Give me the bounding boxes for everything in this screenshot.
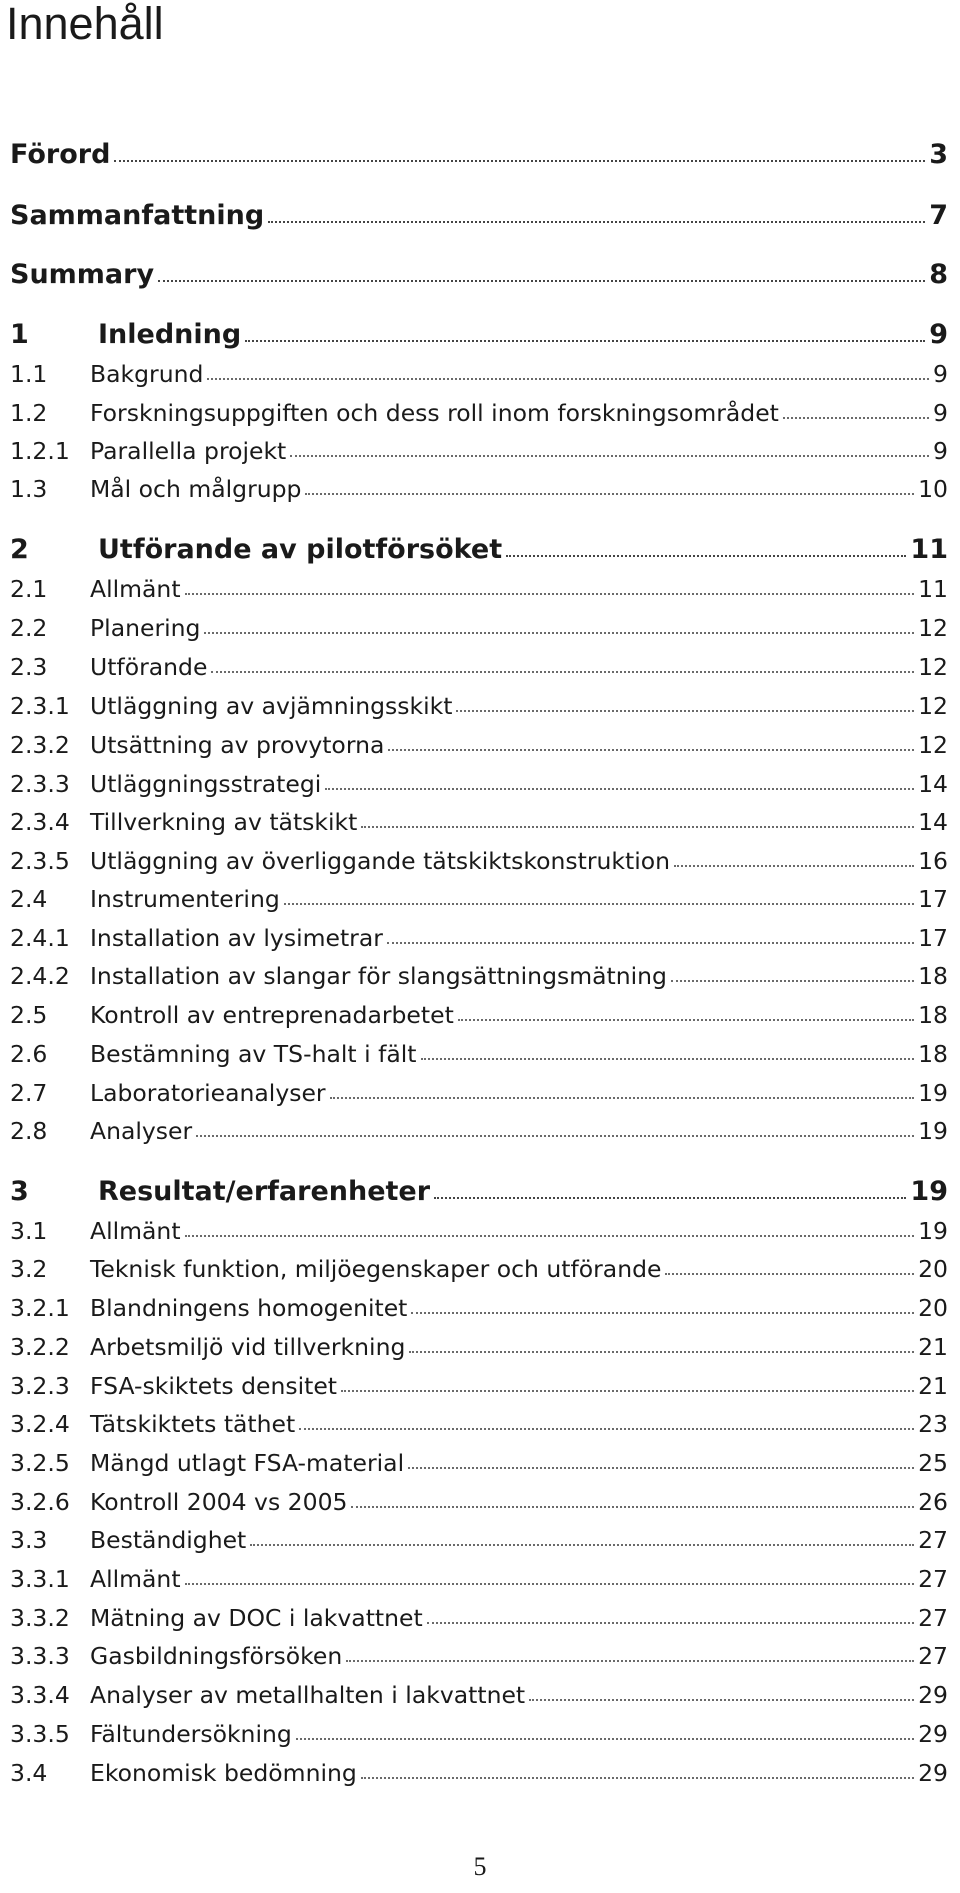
dot-leader bbox=[388, 749, 914, 751]
toc-entry-page: 12 bbox=[918, 653, 948, 681]
toc-entry-title: Planering bbox=[90, 614, 201, 642]
toc-entry[interactable] bbox=[10, 1364, 948, 1400]
toc-entry[interactable] bbox=[10, 1032, 948, 1068]
dot-leader bbox=[325, 788, 914, 790]
toc-entry-page: 18 bbox=[918, 1001, 948, 1029]
toc-entry-page: 9 bbox=[929, 319, 948, 350]
dot-leader bbox=[211, 671, 914, 673]
toc-entry-page: 9 bbox=[933, 360, 948, 388]
toc-entry-title: Resultat/erfarenheter bbox=[98, 1176, 431, 1207]
toc-entry-number: 3.2.2 bbox=[10, 1333, 70, 1361]
toc-entry-title: FSA-skiktets densitet bbox=[90, 1372, 338, 1400]
toc-entry-page: 10 bbox=[918, 475, 948, 503]
toc-entry[interactable] bbox=[10, 1518, 948, 1554]
toc-entry-title: Utläggning av överliggande tätskiktskonstruktion bbox=[90, 847, 671, 875]
toc-entry-number: 1.3 bbox=[10, 475, 48, 503]
toc-entry[interactable] bbox=[10, 1071, 948, 1107]
toc-entry-title: Utförande bbox=[90, 653, 208, 681]
toc-entry[interactable] bbox=[10, 723, 948, 759]
dot-leader bbox=[114, 160, 925, 162]
toc-entry-number: 3.2.3 bbox=[10, 1372, 70, 1400]
toc-entry-page: 17 bbox=[918, 885, 948, 913]
toc-entry-title: Tillverkning av tätskikt bbox=[90, 808, 358, 836]
toc-entry-title: Instrumentering bbox=[90, 885, 280, 913]
dot-leader bbox=[783, 417, 929, 419]
toc-entry-page: 19 bbox=[910, 1176, 948, 1207]
toc-entry-title: Kontroll av entreprenadarbetet bbox=[90, 1001, 454, 1029]
dot-leader bbox=[204, 632, 914, 634]
toc-entry-number: 3.2.5 bbox=[10, 1449, 70, 1477]
toc-entry-number: 2.3.1 bbox=[10, 692, 70, 720]
dot-leader bbox=[185, 1583, 915, 1585]
toc-entry[interactable] bbox=[10, 800, 948, 836]
dot-leader bbox=[341, 1390, 914, 1392]
toc-entry[interactable] bbox=[10, 839, 948, 875]
toc-entry-title: Bestämning av TS-halt i fält bbox=[90, 1040, 417, 1068]
dot-leader bbox=[330, 1097, 915, 1099]
dot-leader bbox=[196, 1135, 914, 1137]
dot-leader bbox=[411, 1312, 914, 1314]
toc-entry[interactable] bbox=[10, 1557, 948, 1593]
toc-entry-title: Kontroll 2004 vs 2005 bbox=[90, 1488, 348, 1516]
toc-entry-title: Sammanfattning bbox=[10, 200, 265, 231]
toc-entry-number: 2.4.1 bbox=[10, 924, 70, 952]
toc-entry-number: 1.1 bbox=[10, 360, 48, 388]
toc-entry-number: 2.3.4 bbox=[10, 808, 70, 836]
toc-entry-page: 11 bbox=[910, 534, 948, 565]
toc-entry[interactable] bbox=[10, 1751, 948, 1787]
dot-leader bbox=[409, 1351, 914, 1353]
toc-entry[interactable] bbox=[10, 606, 948, 642]
toc-entry-title: Installation av slangar för slangsättningsmätning bbox=[90, 962, 667, 990]
toc-entry-title: Tätskiktets täthet bbox=[90, 1410, 296, 1438]
toc-entry[interactable] bbox=[10, 1247, 948, 1283]
toc-entry-title: Ekonomisk bedömning bbox=[90, 1759, 357, 1787]
toc-entry-title: Analyser bbox=[90, 1117, 193, 1145]
toc-entry-page: 27 bbox=[918, 1642, 948, 1670]
toc-entry-page: 16 bbox=[918, 847, 948, 875]
toc-entry-page: 11 bbox=[918, 575, 948, 603]
toc-entry-number: 3.2.1 bbox=[10, 1294, 70, 1322]
toc-entry-page: 18 bbox=[918, 1040, 948, 1068]
page-title: Innehåll bbox=[6, 0, 164, 49]
dot-leader bbox=[361, 1777, 914, 1779]
toc-entry-number: 2.7 bbox=[10, 1079, 48, 1107]
dot-leader bbox=[158, 280, 925, 282]
dot-leader bbox=[361, 826, 914, 828]
toc-entry-title: Utläggning av avjämningsskikt bbox=[90, 692, 453, 720]
toc-entry-number: 2.3 bbox=[10, 653, 48, 681]
toc-entry-title: Blandningens homogenitet bbox=[90, 1294, 408, 1322]
toc-entry-page: 29 bbox=[918, 1681, 948, 1709]
dot-leader bbox=[296, 1738, 914, 1740]
toc-entry[interactable] bbox=[10, 1441, 948, 1477]
toc-entry-page: 3 bbox=[929, 139, 948, 170]
toc-entry-page: 20 bbox=[918, 1255, 948, 1283]
toc-entry-title: Installation av lysimetrar bbox=[90, 924, 383, 952]
toc-entry-page: 21 bbox=[918, 1333, 948, 1361]
dot-leader bbox=[529, 1699, 914, 1701]
dot-leader bbox=[207, 378, 929, 380]
toc-entry-title: Inledning bbox=[98, 319, 242, 350]
dot-leader bbox=[185, 1235, 915, 1237]
toc-entry-page: 29 bbox=[918, 1759, 948, 1787]
toc-entry[interactable] bbox=[10, 993, 948, 1029]
toc-entry-page: 19 bbox=[918, 1117, 948, 1145]
toc-entry[interactable] bbox=[10, 134, 948, 170]
dot-leader bbox=[674, 865, 914, 867]
toc-entry-number: 3.1 bbox=[10, 1217, 48, 1245]
toc-entry-title: Mätning av DOC i lakvattnet bbox=[90, 1604, 423, 1632]
toc-entry[interactable] bbox=[10, 1712, 948, 1748]
dot-leader bbox=[458, 1019, 914, 1021]
toc-entry-title: Mängd utlagt FSA-material bbox=[90, 1449, 405, 1477]
toc-entry[interactable] bbox=[10, 254, 948, 290]
toc-entry[interactable] bbox=[10, 391, 948, 427]
toc-entry[interactable] bbox=[10, 1673, 948, 1709]
toc-entry-page: 26 bbox=[918, 1488, 948, 1516]
toc-entry[interactable] bbox=[10, 1109, 948, 1145]
toc-entry-title: Bakgrund bbox=[90, 360, 204, 388]
toc-entry-number: 3.3.2 bbox=[10, 1604, 70, 1632]
dot-leader bbox=[185, 593, 915, 595]
toc-entry[interactable] bbox=[10, 314, 948, 350]
toc-entry[interactable] bbox=[10, 195, 948, 231]
dot-leader bbox=[351, 1506, 914, 1508]
dot-leader bbox=[299, 1428, 914, 1430]
dot-leader bbox=[434, 1197, 906, 1199]
toc-entry-title: Gasbildningsförsöken bbox=[90, 1642, 343, 1670]
dot-leader bbox=[290, 455, 929, 457]
toc-entry-title: Fältundersökning bbox=[90, 1720, 292, 1748]
toc-entry-number: 2.3.3 bbox=[10, 770, 70, 798]
dot-leader bbox=[421, 1058, 915, 1060]
toc-entry[interactable] bbox=[10, 1634, 948, 1670]
toc-entry[interactable] bbox=[10, 877, 948, 913]
toc-entry-page: 14 bbox=[918, 770, 948, 798]
toc-entry-page: 9 bbox=[933, 437, 948, 465]
toc-entry-title: Beständighet bbox=[90, 1526, 247, 1554]
dot-leader bbox=[250, 1544, 914, 1546]
toc-entry-page: 20 bbox=[918, 1294, 948, 1322]
toc-entry-page: 17 bbox=[918, 924, 948, 952]
dot-leader bbox=[284, 903, 914, 905]
toc-entry-title: Laboratorieanalyser bbox=[90, 1079, 326, 1107]
toc-entry-page: 27 bbox=[918, 1565, 948, 1593]
toc-entry[interactable] bbox=[10, 567, 948, 603]
toc-entry-page: 25 bbox=[918, 1449, 948, 1477]
dot-leader bbox=[506, 555, 906, 557]
toc-entry[interactable] bbox=[10, 1286, 948, 1322]
toc-entry-number: 2.1 bbox=[10, 575, 48, 603]
dot-leader bbox=[427, 1622, 914, 1624]
toc-entry-number: 2.2 bbox=[10, 614, 48, 642]
toc-entry[interactable] bbox=[10, 916, 948, 952]
toc-entry-page: 12 bbox=[918, 731, 948, 759]
page-number: 5 bbox=[473, 1852, 487, 1881]
toc-entry-number: 3.3.4 bbox=[10, 1681, 70, 1709]
toc-entry[interactable] bbox=[10, 954, 948, 990]
toc-entry-page: 23 bbox=[918, 1410, 948, 1438]
toc-entry-number: 3.2.4 bbox=[10, 1410, 70, 1438]
dot-leader bbox=[408, 1467, 914, 1469]
toc-entry-page: 9 bbox=[933, 399, 948, 427]
toc-entry-page: 14 bbox=[918, 808, 948, 836]
toc-entry-number: 1.2 bbox=[10, 399, 48, 427]
toc-entry[interactable] bbox=[10, 1325, 948, 1361]
toc-entry-number: 1.2.1 bbox=[10, 437, 70, 465]
dot-leader bbox=[245, 340, 925, 342]
toc-entry[interactable] bbox=[10, 645, 948, 681]
toc-entry-number: 3.3.1 bbox=[10, 1565, 70, 1593]
toc-entry-title: Arbetsmiljö vid tillverkning bbox=[90, 1333, 406, 1361]
toc-entry-page: 19 bbox=[918, 1079, 948, 1107]
toc-entry-page: 27 bbox=[918, 1604, 948, 1632]
dot-leader bbox=[387, 942, 914, 944]
toc-entry-title: Teknisk funktion, miljöegenskaper och utförande bbox=[90, 1255, 662, 1283]
toc-entry-page: 19 bbox=[918, 1217, 948, 1245]
toc-entry[interactable] bbox=[10, 1596, 948, 1632]
toc-entry-title: Mål och målgrupp bbox=[90, 475, 302, 503]
toc-entry[interactable] bbox=[10, 429, 948, 465]
toc-entry-title: Parallella projekt bbox=[90, 437, 287, 465]
toc-entry-number: 2.6 bbox=[10, 1040, 48, 1068]
dot-leader bbox=[671, 980, 914, 982]
toc-entry-number: 3.2 bbox=[10, 1255, 48, 1283]
toc-entry-number: 2 bbox=[10, 534, 29, 565]
toc-entry[interactable] bbox=[10, 529, 948, 565]
toc-entry-number: 3.3 bbox=[10, 1526, 48, 1554]
toc-entry-number: 3.3.3 bbox=[10, 1642, 70, 1670]
toc-entry-page: 12 bbox=[918, 692, 948, 720]
dot-leader bbox=[268, 221, 925, 223]
toc-entry-title: Allmänt bbox=[90, 575, 181, 603]
toc-entry-title: Utläggningsstrategi bbox=[90, 770, 322, 798]
toc-entry[interactable] bbox=[10, 1480, 948, 1516]
toc-entry-page: 12 bbox=[918, 614, 948, 642]
dot-leader bbox=[305, 493, 914, 495]
toc-entry[interactable] bbox=[10, 467, 948, 503]
toc-entry-title: Forskningsuppgiften och dess roll inom forskningsområdet bbox=[90, 399, 779, 427]
toc-entry-page: 27 bbox=[918, 1526, 948, 1554]
toc-entry-title: Summary bbox=[10, 259, 155, 290]
toc-entry[interactable] bbox=[10, 1402, 948, 1438]
toc-entry-number: 2.8 bbox=[10, 1117, 48, 1145]
toc-entry[interactable] bbox=[10, 1209, 948, 1245]
toc-entry-title: Förord bbox=[10, 139, 111, 170]
toc-entry-number: 1 bbox=[10, 319, 29, 350]
toc-entry-page: 7 bbox=[929, 200, 948, 231]
toc-entry-number: 3.2.6 bbox=[10, 1488, 70, 1516]
toc-entry[interactable] bbox=[10, 684, 948, 720]
toc-entry[interactable] bbox=[10, 762, 948, 798]
toc-entry-number: 2.4 bbox=[10, 885, 48, 913]
toc-entry-page: 8 bbox=[929, 259, 948, 290]
toc-entry-number: 3.4 bbox=[10, 1759, 48, 1787]
toc-entry-number: 2.4.2 bbox=[10, 962, 70, 990]
dot-leader bbox=[456, 710, 914, 712]
toc-entry-number: 3.3.5 bbox=[10, 1720, 70, 1748]
dot-leader bbox=[665, 1273, 914, 1275]
toc-entry-title: Utförande av pilotförsöket bbox=[98, 534, 503, 565]
toc-entry-number: 2.3.5 bbox=[10, 847, 70, 875]
toc-entry-page: 18 bbox=[918, 962, 948, 990]
toc-entry-title: Allmänt bbox=[90, 1217, 181, 1245]
toc-entry-title: Utsättning av provytorna bbox=[90, 731, 385, 759]
toc-entry-number: 2.3.2 bbox=[10, 731, 70, 759]
toc-entry-number: 3 bbox=[10, 1176, 29, 1207]
toc-entry[interactable] bbox=[10, 352, 948, 388]
toc-entry[interactable] bbox=[10, 1171, 948, 1207]
dot-leader bbox=[346, 1660, 914, 1662]
toc-entry-number: 2.5 bbox=[10, 1001, 48, 1029]
toc-entry-page: 21 bbox=[918, 1372, 948, 1400]
toc-entry-page: 29 bbox=[918, 1720, 948, 1748]
toc-entry-title: Analyser av metallhalten i lakvattnet bbox=[90, 1681, 526, 1709]
toc-entry-title: Allmänt bbox=[90, 1565, 181, 1593]
